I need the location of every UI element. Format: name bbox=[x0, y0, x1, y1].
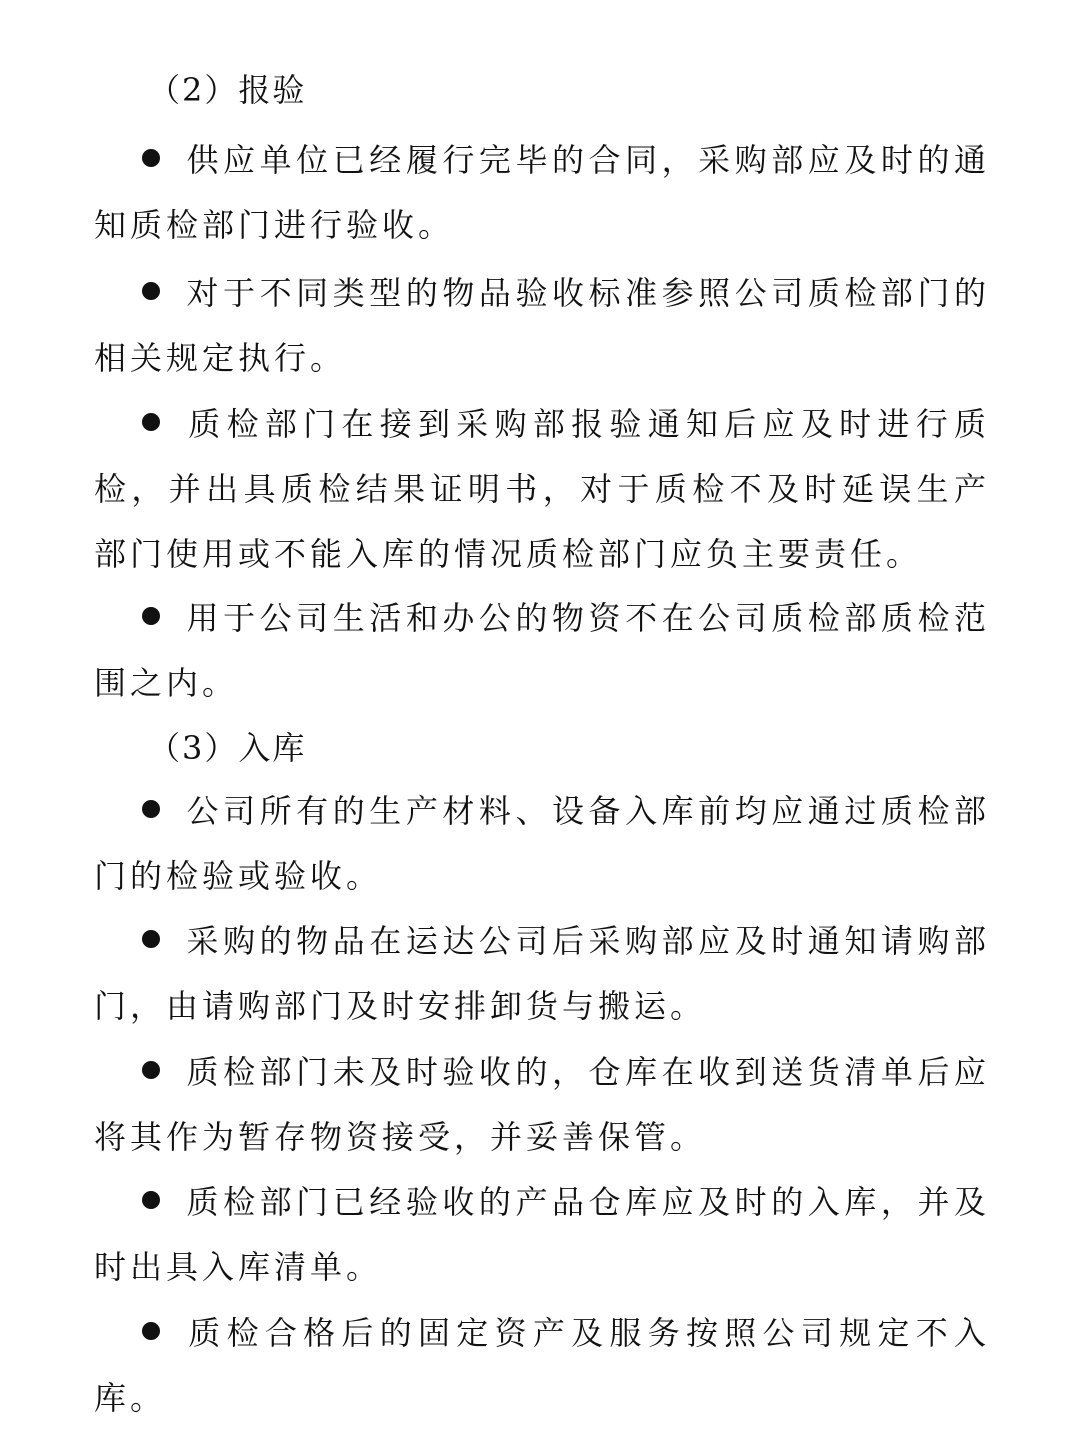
list-item-text: 质检部门已经验收的产品仓库应及时的入库，并及时出具入库清单。 bbox=[94, 1183, 990, 1286]
list-item bbox=[94, 1040, 990, 1170]
list-item-text: 用于公司生活和办公的物资不在公司质检部质检范围之内。 bbox=[94, 599, 990, 702]
bullet-icon bbox=[142, 607, 160, 625]
list-item bbox=[94, 779, 990, 909]
list-item bbox=[94, 1301, 990, 1431]
bullet-icon bbox=[142, 1322, 160, 1340]
list-item-text: 质检合格后的固定资产及服务按照公司规定不入库。 bbox=[94, 1314, 990, 1417]
list-item bbox=[94, 586, 990, 716]
list-item-text: 供应单位已经履行完毕的合同，采购部应及时的通知质检部门进行验收。 bbox=[94, 141, 990, 244]
list-item-text: 对于不同类型的物品验收标准参照公司质检部门的相关规定执行。 bbox=[94, 274, 990, 377]
bullet-icon bbox=[142, 1191, 160, 1209]
list-item-text: 质检部门未及时验收的，仓库在收到送货清单后应将其作为暂存物资接受，并妥善保管。 bbox=[94, 1053, 990, 1156]
section-heading-inspection: （2）报验 bbox=[148, 71, 307, 109]
list-item-text: 质检部门在接到采购部报验通知后应及时进行质检，并出具质检结果证明书，对于质检不及时延误生产部门使用或不能入库的情况质检部门应负主要责任。 bbox=[94, 405, 990, 573]
bullet-icon bbox=[142, 800, 160, 818]
list-item bbox=[94, 1170, 990, 1300]
list-item-text: 采购的物品在运达公司后采购部应及时通知请购部门，由请购部门及时安排卸货与搬运。 bbox=[94, 922, 990, 1025]
bullet-icon bbox=[142, 282, 160, 300]
bullet-icon bbox=[142, 1061, 160, 1079]
list-item bbox=[94, 392, 990, 587]
list-item bbox=[94, 909, 990, 1039]
list-item bbox=[94, 261, 990, 391]
section-heading-warehousing: （3）入库 bbox=[148, 729, 307, 767]
bullet-icon bbox=[142, 413, 160, 431]
bullet-icon bbox=[142, 149, 160, 167]
list-item-text: 公司所有的生产材料、设备入库前均应通过质检部门的检验或验收。 bbox=[94, 792, 990, 895]
list-item bbox=[94, 128, 990, 258]
bullet-icon bbox=[142, 930, 160, 948]
